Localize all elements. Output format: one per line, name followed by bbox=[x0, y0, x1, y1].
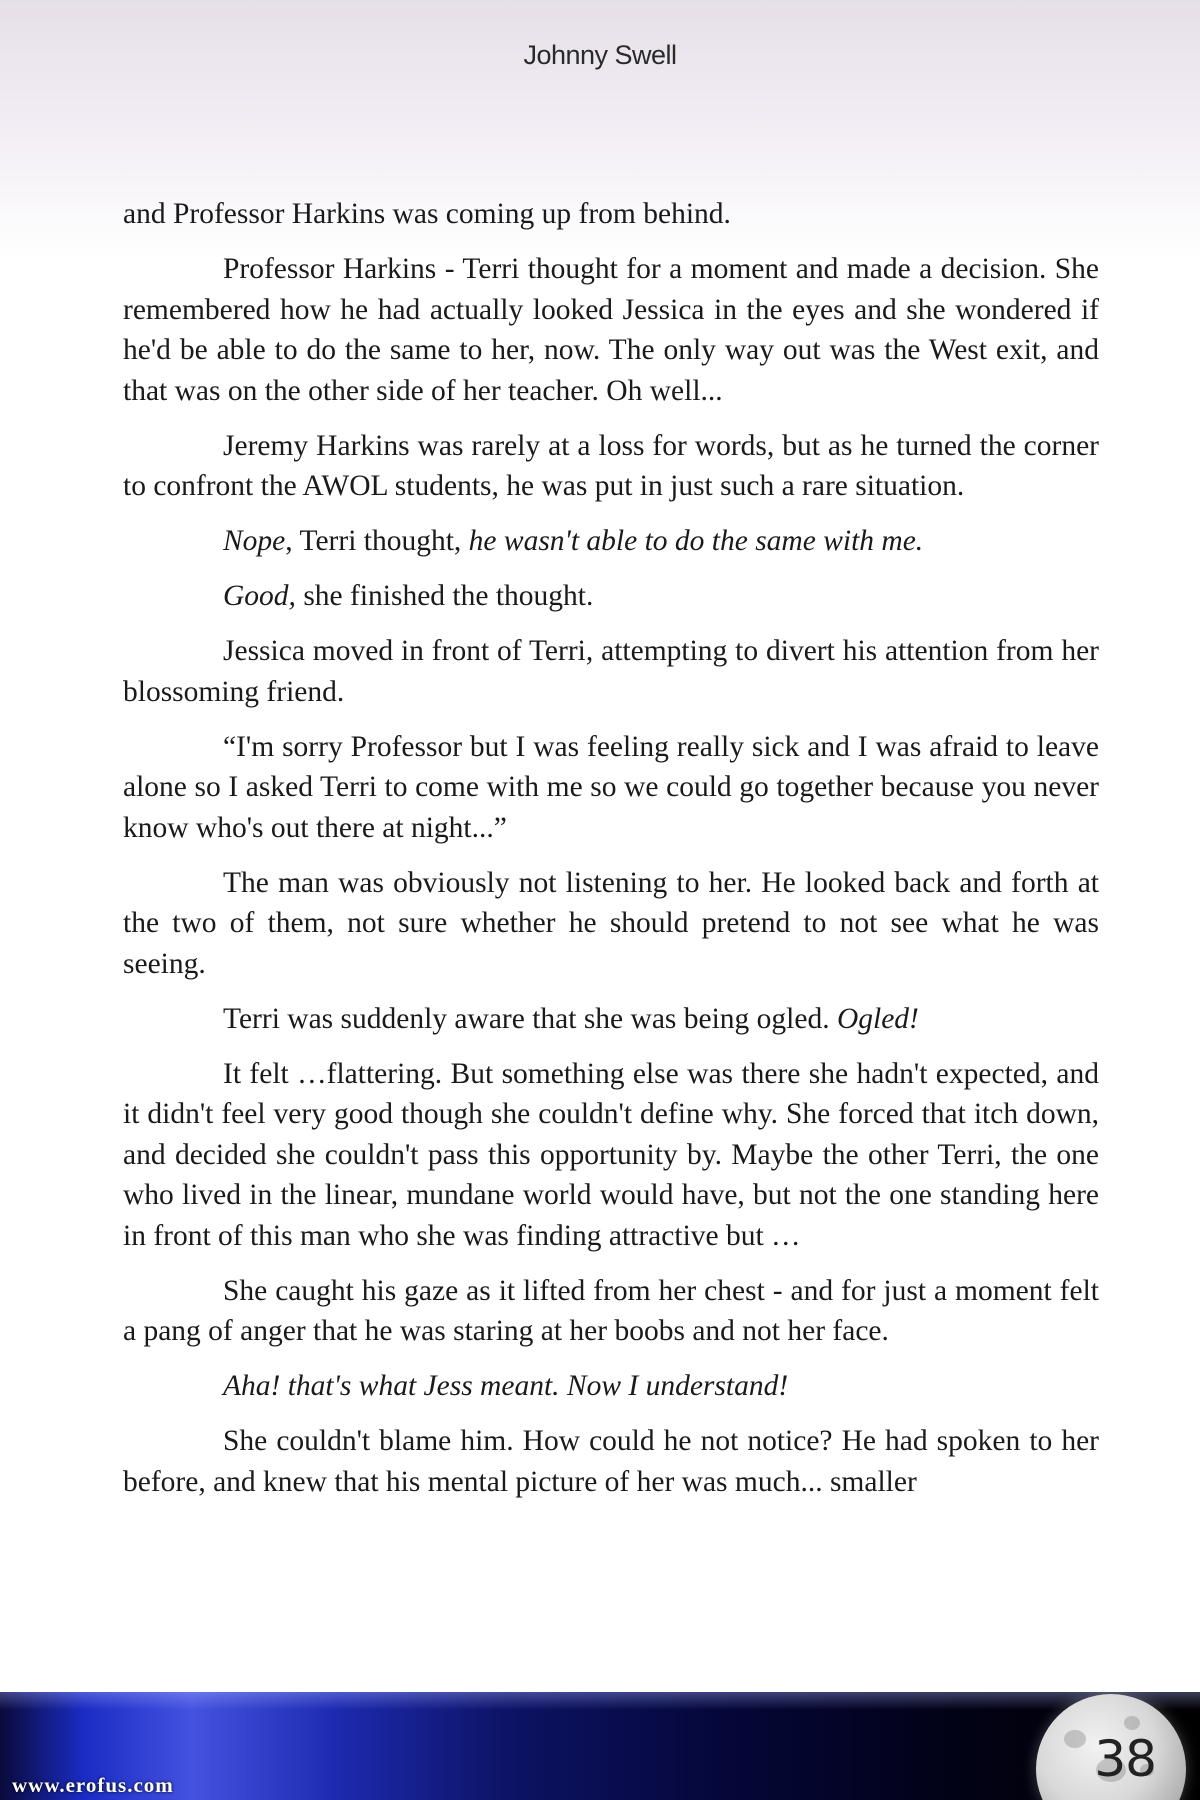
paragraph-2 bbox=[123, 249, 1099, 411]
watermark-url: www.erofus.com bbox=[12, 1773, 174, 1797]
moon-crater bbox=[1064, 1730, 1086, 1748]
italic-run: he wasn't able to do the same with me. bbox=[468, 525, 924, 557]
paragraph-9 bbox=[123, 999, 1099, 1040]
body-text bbox=[123, 194, 1099, 1517]
text-run: Jeremy Harkins was rarely at a loss for words, but as he turned the corner to confront the AWOL students, he was put in just such a rare situation. bbox=[123, 429, 1099, 502]
text-run: , Terri thought, bbox=[285, 525, 469, 557]
page-number: 38 bbox=[1094, 1730, 1156, 1788]
text-run: she finished the thought. bbox=[295, 580, 594, 612]
paragraph-13 bbox=[123, 1421, 1099, 1502]
text-run: “I'm sorry Professor but I was feeling really sick and I was afraid to leave alone so I asked Terri to come with me so we could go together because you never know who's out there at night...” bbox=[123, 730, 1099, 844]
text-run: and Professor Harkins was coming up from behind. bbox=[123, 198, 731, 230]
running-header-author: Johnny Swell bbox=[523, 40, 677, 70]
italic-run: Aha! that's what Jess meant. Now I understand! bbox=[223, 1370, 789, 1402]
paragraph-10 bbox=[123, 1054, 1099, 1257]
paragraph-3 bbox=[123, 426, 1099, 507]
text-run: The man was obviously not listening to her. He looked back and forth at the two of them, not sure whether he should pretend to not see what he was seeing. bbox=[123, 866, 1099, 980]
paragraph-7 bbox=[123, 727, 1099, 849]
text-run: She caught his gaze as it lifted from her chest - and for just a moment felt a pang of anger that he was staring at her boobs and not her face. bbox=[123, 1274, 1099, 1347]
footer-bar bbox=[0, 1692, 1200, 1800]
text-run: It felt …flattering. But something else was there she hadn't expected, and it didn't feel very good though she couldn't define why. She forced that itch down, and decided she couldn't pass this opportunity by. Maybe the other Terri, the one who lived in the linear, mundane world would have, but not the one standing here in front of this man who she was finding attractive but … bbox=[123, 1057, 1099, 1252]
paragraph-4 bbox=[123, 521, 1099, 562]
paragraph-12 bbox=[123, 1366, 1099, 1407]
text-run: She couldn't blame him. How could he not notice? He had spoken to her before, and knew that his mental picture of her was much... smaller bbox=[123, 1425, 1099, 1498]
italic-run: Ogled! bbox=[836, 1002, 919, 1035]
paragraph-11 bbox=[123, 1271, 1099, 1352]
paragraph-8 bbox=[123, 863, 1099, 985]
text-run: Professor Harkins - Terri thought for a moment and made a decision. She remembered how he had actually looked Jessica in the eyes and she wondered if he'd be able to do the same to her, now. The only way out was the West exit, and that was on the other side of her teacher. Oh well... bbox=[123, 253, 1099, 407]
footer-glow bbox=[0, 1692, 1200, 1710]
text-run: Jessica moved in front of Terri, attempting to divert his attention from her blossoming friend. bbox=[123, 635, 1099, 708]
italic-run: Nope bbox=[223, 525, 286, 557]
text-run: Terri was suddenly aware that she was being ogled. bbox=[223, 1002, 837, 1035]
paragraph-5 bbox=[123, 576, 1099, 617]
paragraph-6 bbox=[123, 631, 1099, 712]
italic-run: Good, bbox=[223, 580, 296, 612]
moon-crater bbox=[1124, 1716, 1140, 1730]
paragraph-1 bbox=[123, 194, 1099, 235]
